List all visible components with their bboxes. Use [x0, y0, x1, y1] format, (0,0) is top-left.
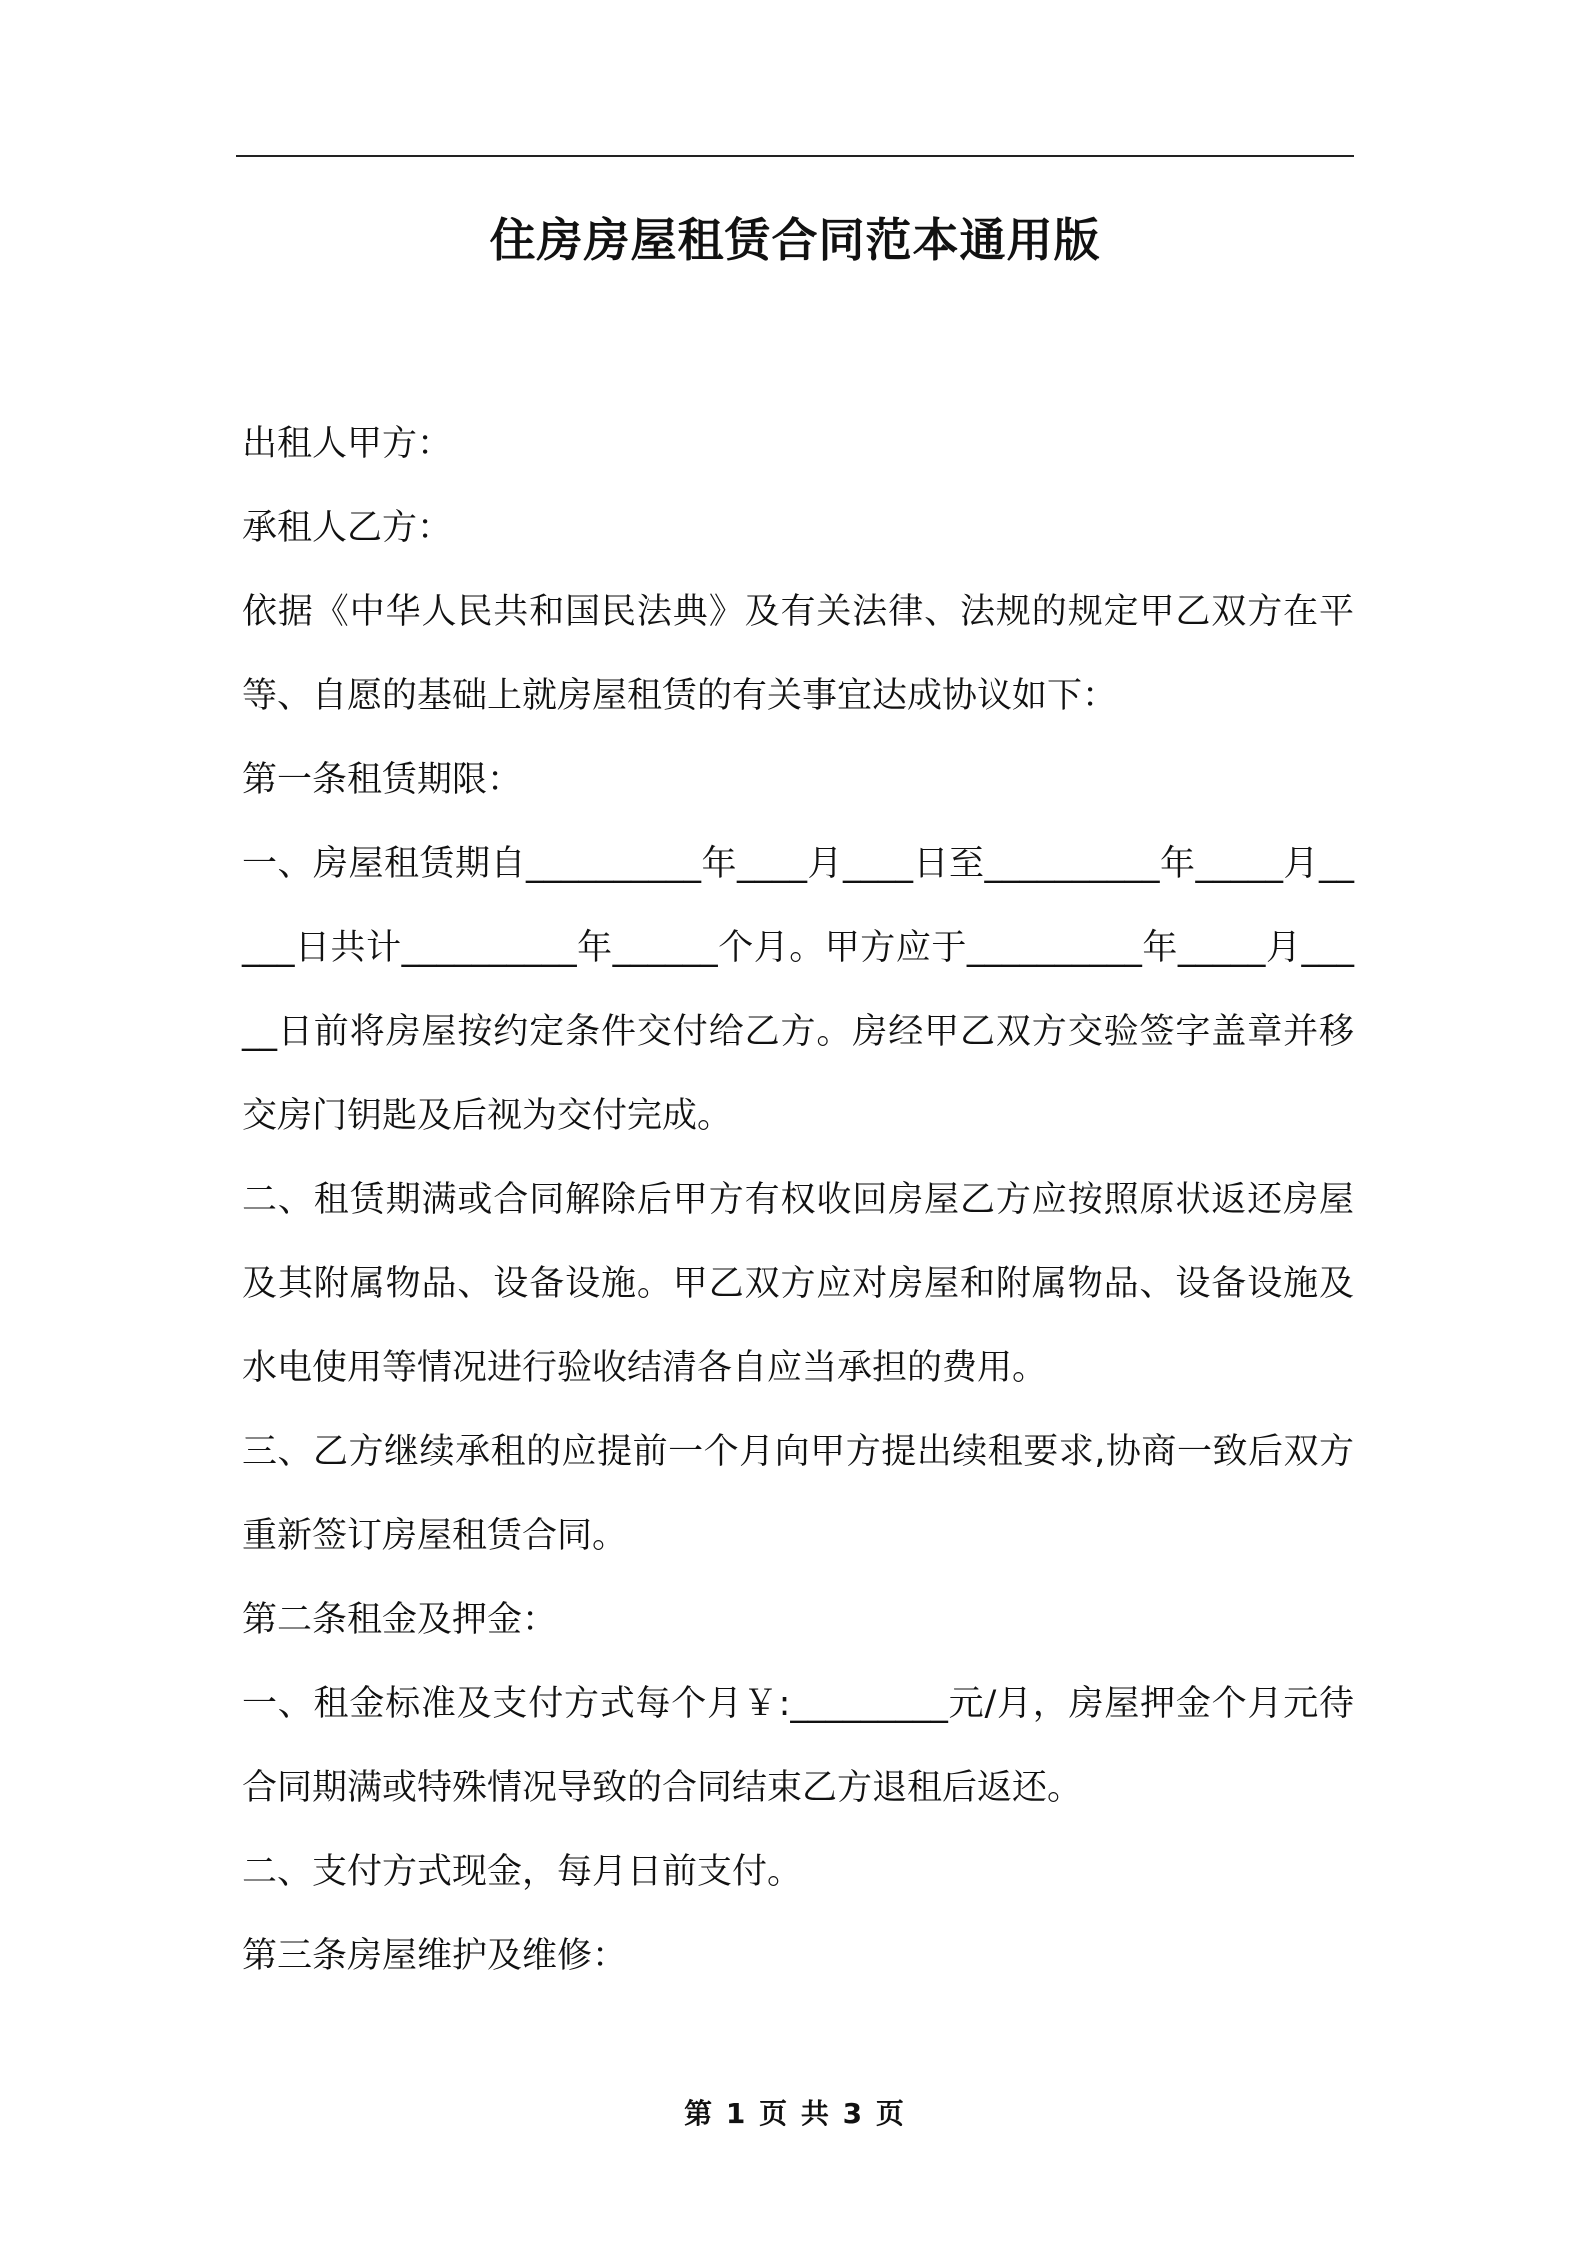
document-title: 住房房屋租赁合同范本通用版 [489, 213, 1101, 267]
lessor-party-a: 出租人甲方： [242, 424, 453, 464]
article-2-clause-1: 一、租金标准及支付方式每个月￥:_________元/月，房屋押金个月元待合同期满或特殊情况导致的合同结束乙方退租后返还。 [242, 1684, 1354, 1808]
preamble-paragraph: 依据《中华人民共和国民法典》及有关法律、法规的规定甲乙双方在平等、自愿的基础上就房屋租赁的有关事宜达成协议如下： [242, 592, 1354, 716]
article-1-clause-3: 三、乙方继续承租的应提前一个月向甲方提出续租要求,协商一致后双方重新签订房屋租赁合同。 [242, 1432, 1354, 1556]
article-1-clause-2: 二、租赁期满或合同解除后甲方有权收回房屋乙方应按照原状返还房屋及其附属物品、设备设施。甲乙双方应对房屋和附属物品、设备设施及水电使用等情况进行验收结清各自应当承担的费用。 [242, 1180, 1354, 1388]
article-3-heading: 第三条房屋维护及维修： [242, 1936, 628, 1976]
document-body [242, 402, 1354, 1998]
article-1-heading: 第一条租赁期限： [242, 760, 523, 800]
article-2-clause-2: 二、支付方式现金，每月日前支付。 [242, 1852, 803, 1892]
article-2-heading: 第二条租金及押金： [242, 1600, 558, 1640]
header-rule [236, 155, 1354, 157]
lessee-party-b: 承租人乙方： [242, 508, 453, 548]
page-number-footer: 第 1 页 共 3 页 [684, 2097, 906, 2130]
article-1-clause-1: 一、房屋租赁期自__________年____月____日至__________年_____月_____日共计__________年______个月。甲方应于__________年_____月_____日前将房屋按约定条件交付给乙方。房经甲乙双方交验签字盖章并移交房门钥匙及后视为交付完成。 [242, 844, 1354, 1136]
